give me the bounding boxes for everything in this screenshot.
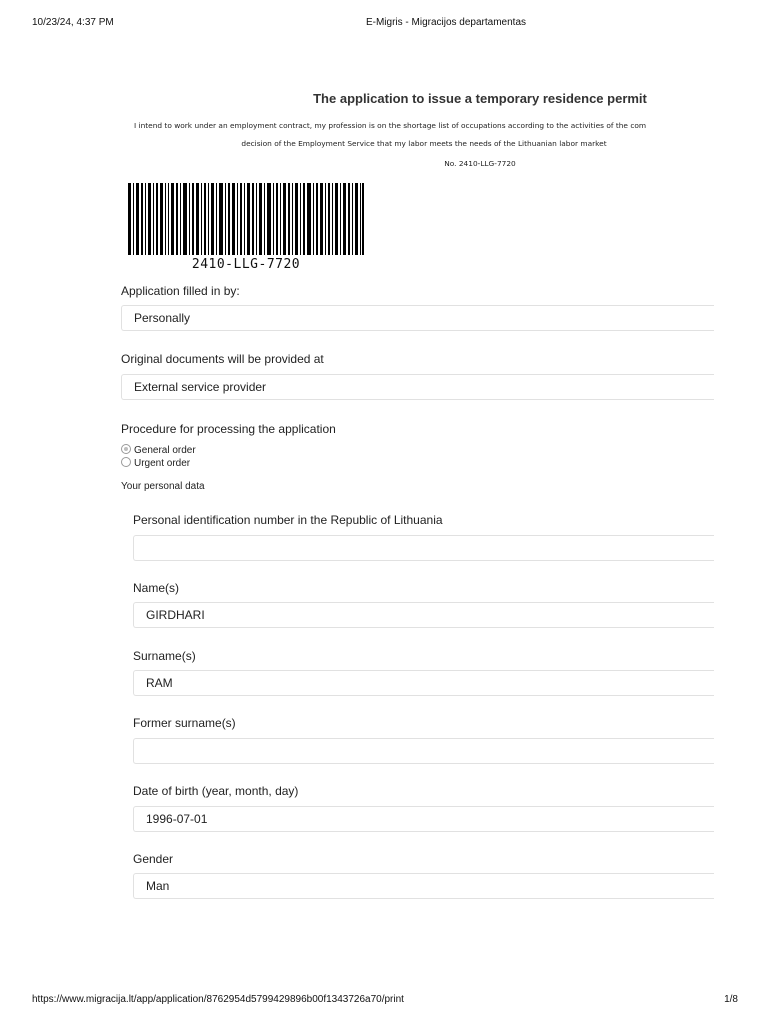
date-of-birth-field[interactable]: 1996-07-01 <box>133 806 714 832</box>
surnames-label: Surname(s) <box>133 649 196 663</box>
document-subtitle-line1: I intend to work under an employment contract, my profession is on the shortage list of occupations according to the activities of the com <box>134 121 647 130</box>
filled-in-by-label: Application filled in by: <box>121 284 240 298</box>
radio-general-order-label: General order <box>134 445 196 456</box>
barcode-image <box>128 183 364 255</box>
radio-checked-icon[interactable] <box>121 444 131 454</box>
personal-id-label: Personal identification number in the Republic of Lithuania <box>133 513 443 527</box>
surnames-field[interactable]: RAM <box>133 670 714 696</box>
names-label: Name(s) <box>133 581 180 595</box>
print-page-title: E-Migris - Migracijos departamentas <box>365 17 527 28</box>
print-url: https://www.migracija.lt/app/application/8762954d5799429896b00f1343726a70/print <box>32 994 404 1005</box>
date-of-birth-label: Date of birth (year, month, day) <box>133 784 299 798</box>
radio-general-order[interactable] <box>121 444 196 456</box>
barcode-text: 2410-LLG-7720 <box>191 257 301 272</box>
personal-id-field[interactable] <box>133 535 714 561</box>
former-surnames-label: Former surname(s) <box>133 716 236 730</box>
document-number: No. 2410-LLG-7720 <box>444 159 516 168</box>
print-page-number: 1/8 <box>724 994 738 1005</box>
filled-in-by-field[interactable]: Personally <box>121 305 714 331</box>
documents-provided-label: Original documents will be provided at <box>121 352 324 366</box>
radio-unchecked-icon[interactable] <box>121 457 131 467</box>
print-footer <box>0 994 768 1008</box>
print-datetime: 10/23/24, 4:37 PM <box>32 17 114 28</box>
gender-field[interactable]: Man <box>133 873 714 899</box>
personal-data-section-label: Your personal data <box>121 481 205 492</box>
documents-provided-field[interactable]: External service provider <box>121 374 714 400</box>
names-field[interactable]: GIRDHARI <box>133 602 714 628</box>
procedure-label: Procedure for processing the application <box>121 422 336 436</box>
document-title: The application to issue a temporary residence permit <box>313 91 647 106</box>
print-header <box>0 17 768 31</box>
document-subtitle-line2: decision of the Employment Service that my labor meets the needs of the Lithuanian labor market <box>241 139 607 148</box>
radio-urgent-order-label: Urgent order <box>134 458 191 469</box>
gender-label: Gender <box>133 852 174 866</box>
former-surnames-field[interactable] <box>133 738 714 764</box>
radio-urgent-order[interactable] <box>121 457 190 469</box>
